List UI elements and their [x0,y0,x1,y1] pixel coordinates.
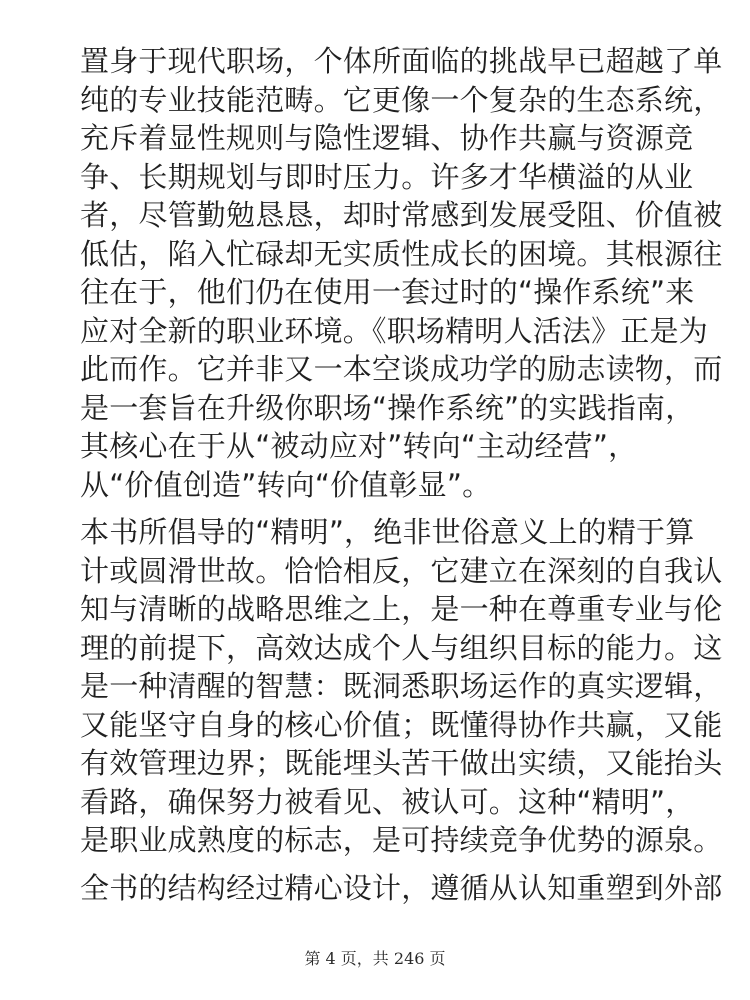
text-line: 应对全新的职业环境。《职场精明人活法》正是为 [80,313,708,348]
text-line: 置身于现代职场，个体所面临的挑战早已超越了单 [80,44,723,78]
text-line: 理的前提下，高效达成个人与组织目标的能力。这 [80,630,723,665]
text-line: 纯的专业技能范畴。它更像一个复杂的生态系统， [80,82,723,117]
text-line: 本书所倡导的“精明”，绝非世俗意义上的精于算 [80,515,695,549]
text-line: 其核心在于从“被动应对”转向“主动经营”， [80,429,638,463]
text-line: 是一套旨在升级你职场“操作系统”的实践指南， [80,390,695,425]
text-line: 又能坚守自身的核心价值；既懂得协作共赢，又能 [80,707,723,742]
text-line: 此而作。它并非又一本空谈成功学的励志读物，而 [80,352,723,386]
text-line: 看路，确保努力被看见、被认可。这种“精明”， [80,784,695,819]
paragraph-1 [80,42,723,504]
text-line: 充斥着显性规则与隐性逻辑、协作共赢与资源竞 [80,121,694,155]
text-line: 知与清晰的战略思维之上，是一种在尊重专业与伦 [80,592,723,626]
text-line: 从“价值创造”转向“价值彰显”。 [80,467,492,502]
text-line: 有效管理边界；既能埋头苦干做出实绩，又能抬头 [80,746,723,780]
text-line: 争、长期规划与即时压力。许多才华横溢的从业 [80,159,694,194]
paragraph-3 [80,869,723,908]
text-line: 往在于，他们仍在使用一套过时的“操作系统”来 [80,275,695,309]
text-line: 全书的结构经过精心设计，遵循从认知重塑到外部 [80,870,723,905]
text-line: 者，尽管勤勉恳恳，却时常感到发展受阻、价值被 [80,198,723,232]
text-line: 是职业成熟度的标志，是可持续竞争优势的源泉。 [80,823,723,857]
text-line: 低估，陷入忙碌却无实质性成长的困境。其根源往 [80,236,723,271]
text-line: 计或圆滑世故。恰恰相反，它建立在深刻的自我认 [80,553,723,588]
text-line: 是一种清醒的智慧：既洞悉职场运作的真实逻辑， [80,669,723,703]
document-body [80,42,723,907]
paragraph-2 [80,513,723,860]
page-number-footer: 第 4 页，共 246 页 [304,949,446,968]
